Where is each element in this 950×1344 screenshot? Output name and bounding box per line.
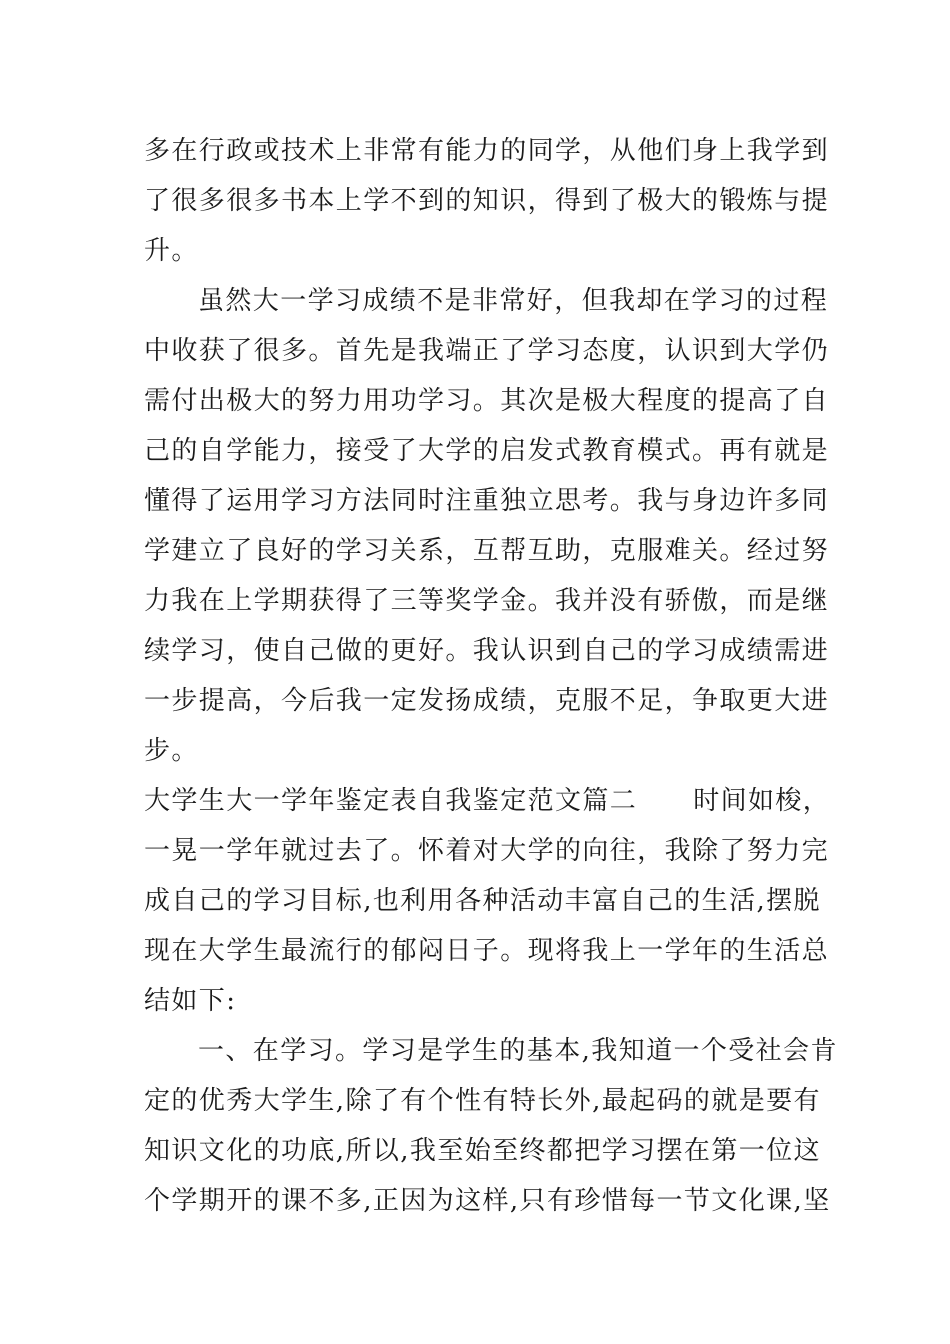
text-line: 虽然大一学习成绩不是非常好，但我却在学习的过程	[198, 286, 829, 316]
section-heading: 大学生大一学年鉴定表自我鉴定范文篇二	[144, 786, 638, 816]
text-line: 了很多很多书本上学不到的知识，得到了极大的锻炼与提	[144, 186, 830, 216]
text-line: 个学期开的课不多,正因为这样,只有珍惜每一节文化课,坚	[144, 1186, 831, 1216]
text-line: 力我在上学期获得了三等奖学金。我并没有骄傲，而是继	[144, 586, 830, 616]
text-line: 一晃一学年就过去了。怀着对大学的向往，我除了努力完	[144, 836, 830, 866]
text-line: 己的自学能力，接受了大学的启发式教育模式。再有就是	[144, 436, 830, 466]
text-line: 学建立了良好的学习关系，互帮互助，克服难关。经过努	[144, 536, 830, 566]
text-line: 成自己的学习目标,也利用各种活动丰富自己的生活,摆脱	[144, 886, 821, 916]
text-line: 多在行政或技术上非常有能力的同学，从他们身上我学到	[144, 136, 830, 166]
text-line: 需付出极大的努力用功学习。其次是极大程度的提高了自	[144, 386, 830, 416]
text-line: 续学习，使自己做的更好。我认识到自己的学习成绩需进	[144, 636, 830, 666]
text-line: 一、在学习。学习是学生的基本,我知道一个受社会肯	[198, 1036, 838, 1066]
text-line: 懂得了运用学习方法同时注重独立思考。我与身边许多同	[144, 486, 830, 516]
text-line: 一步提高，今后我一定发扬成绩，克服不足，争取更大进	[144, 686, 830, 716]
section-heading-line	[144, 776, 831, 826]
text-line: 定的优秀大学生,除了有个性有特长外,最起码的就是要有	[144, 1086, 821, 1116]
document-body	[144, 126, 838, 1226]
text-line: 知识文化的功底,所以,我至始至终都把学习摆在第一位这	[144, 1136, 821, 1166]
text-line: 升。	[144, 236, 199, 266]
text-line: 结如下:	[144, 986, 237, 1016]
heading-tail-text: 时间如梭，	[693, 786, 831, 816]
text-line: 步。	[144, 736, 199, 766]
text-line: 中收获了很多。首先是我端正了学习态度，认识到大学仍	[144, 336, 830, 366]
text-line: 现在大学生最流行的郁闷日子。现将我上一学年的生活总	[144, 936, 830, 966]
